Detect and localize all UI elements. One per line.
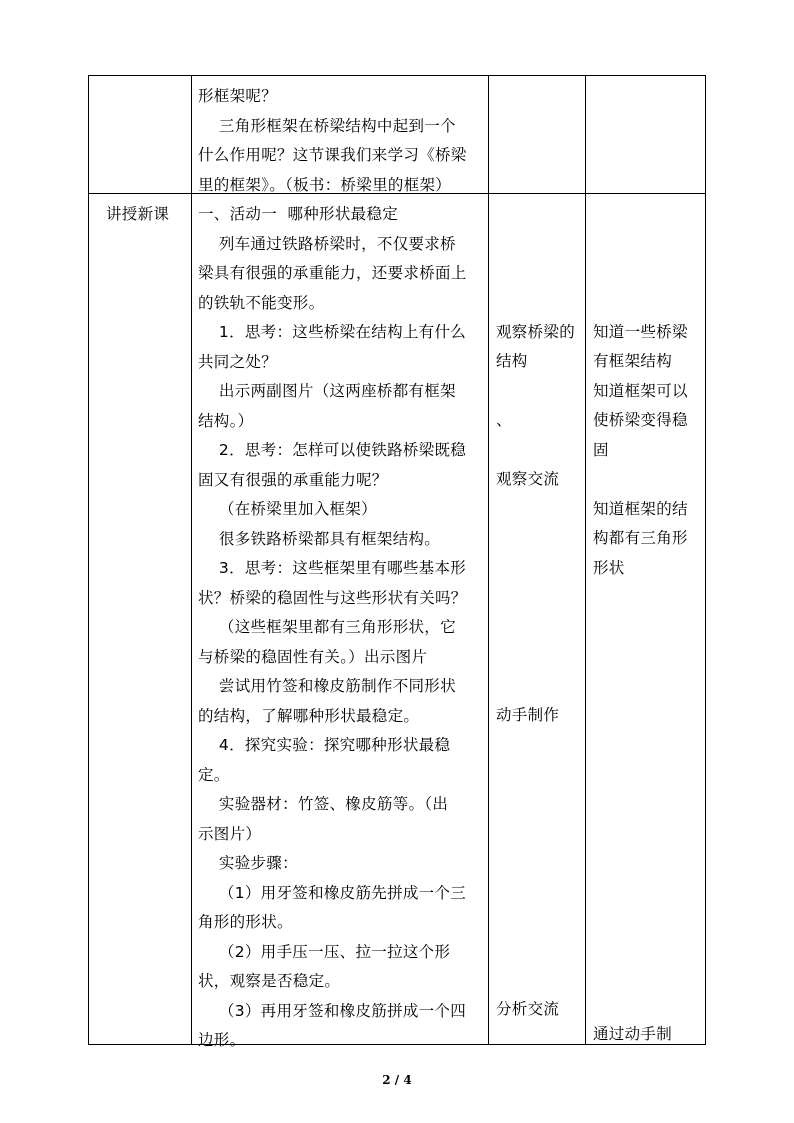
content-line: 的铁轨不能变形。 xyxy=(198,293,325,312)
column-divider-2 xyxy=(488,75,489,1045)
content-line: 1．思考：这些桥梁在结构上有什么 xyxy=(198,323,467,341)
table-border-right xyxy=(705,75,706,1045)
content-line: 的结构，了解哪种形状最稳定。 xyxy=(198,706,420,725)
content-line: （这些框架里都有三角形形状，它 xyxy=(198,618,456,636)
column-divider-3 xyxy=(585,75,586,1045)
content-line: 定。 xyxy=(198,765,230,784)
lesson-table xyxy=(88,75,706,1049)
content-line: 状，观察是否稳定。 xyxy=(198,972,341,990)
row1-content-cell xyxy=(198,82,486,200)
content-line: （3）再用牙签和橡皮筋拼成一个四 xyxy=(198,1001,467,1020)
row2-content-cell xyxy=(198,200,486,1056)
content-line: 2．思考：怎样可以使铁路桥梁既稳 xyxy=(198,441,467,459)
content-line: 列车通过铁路桥梁时，不仅要求桥 xyxy=(198,234,456,253)
content-line: 4．探究实验：探究哪种形状最稳 xyxy=(198,736,451,754)
content-line: 与桥梁的稳固性有关。）出示图片 xyxy=(198,647,428,666)
student-activity: 分析交流 xyxy=(496,1000,560,1018)
design-intent: 固 xyxy=(593,441,609,459)
table-border-left xyxy=(88,75,89,1045)
content-line: 一、活动一 哪种形状最稳定 xyxy=(198,205,399,223)
content-line: 实验器材：竹签、橡皮筋等。（出 xyxy=(198,795,449,813)
content-line: 三角形框架在桥梁结构中起到一个 xyxy=(198,116,456,135)
content-line: 结构。） xyxy=(198,411,254,430)
design-intent: 形状 xyxy=(593,559,625,577)
page-number: 2 / 4 xyxy=(382,1073,412,1087)
design-intent: 使桥梁变得稳 xyxy=(593,411,688,429)
content-line: （1）用牙签和橡皮筋先拼成一个三 xyxy=(198,883,467,902)
content-line: 形框架呢？ xyxy=(198,87,278,105)
column-divider-1 xyxy=(191,75,192,1045)
content-line: 很多铁路桥梁都具有框架结构。 xyxy=(198,529,441,548)
content-line: （2）用手压一压、拉一拉这个形 xyxy=(198,942,451,961)
student-activity: 、 xyxy=(496,411,512,429)
student-activity: 动手制作 xyxy=(496,706,560,724)
content-line: 里的框架》。（板书：桥梁里的框架） xyxy=(198,175,452,194)
design-intent: 有框架结构 xyxy=(593,352,673,370)
content-line: （在桥梁里加入框架） xyxy=(198,500,377,518)
student-activity: 观察桥梁的 xyxy=(496,323,576,341)
content-line: 出示两副图片（这两座桥都有框架 xyxy=(198,382,456,400)
design-intent: 构都有三角形 xyxy=(593,529,688,547)
content-line: 状？桥梁的稳固性与这些形状有关吗？ xyxy=(198,588,467,607)
content-line: 梁具有很强的承重能力，还要求桥面上 xyxy=(198,264,467,282)
table-border-top xyxy=(88,75,706,76)
content-line: 共同之处？ xyxy=(198,352,278,371)
content-line: 固又有很强的承重能力呢？ xyxy=(198,470,388,489)
content-line: 示图片） xyxy=(198,824,262,843)
design-intent: 通过动手制 xyxy=(593,1025,673,1043)
design-intent: 知道一些桥梁 xyxy=(593,323,688,341)
content-line: 边形。 xyxy=(198,1031,246,1049)
stage-label: 讲授新课 xyxy=(106,205,170,223)
content-line: 尝试用竹签和橡皮筋制作不同形状 xyxy=(198,677,456,695)
student-activity: 观察交流 xyxy=(496,470,560,488)
design-intent: 知道框架的结 xyxy=(593,500,688,518)
content-line: 角形的形状。 xyxy=(198,913,293,931)
content-line: 什么作用呢？这节课我们来学习《桥梁 xyxy=(198,146,467,164)
content-line: 3．思考：这些框架里有哪些基本形 xyxy=(198,559,467,577)
design-intent: 知道框架可以 xyxy=(593,382,688,400)
student-activity: 结构 xyxy=(496,352,528,370)
content-line: 实验步骤： xyxy=(198,854,298,872)
